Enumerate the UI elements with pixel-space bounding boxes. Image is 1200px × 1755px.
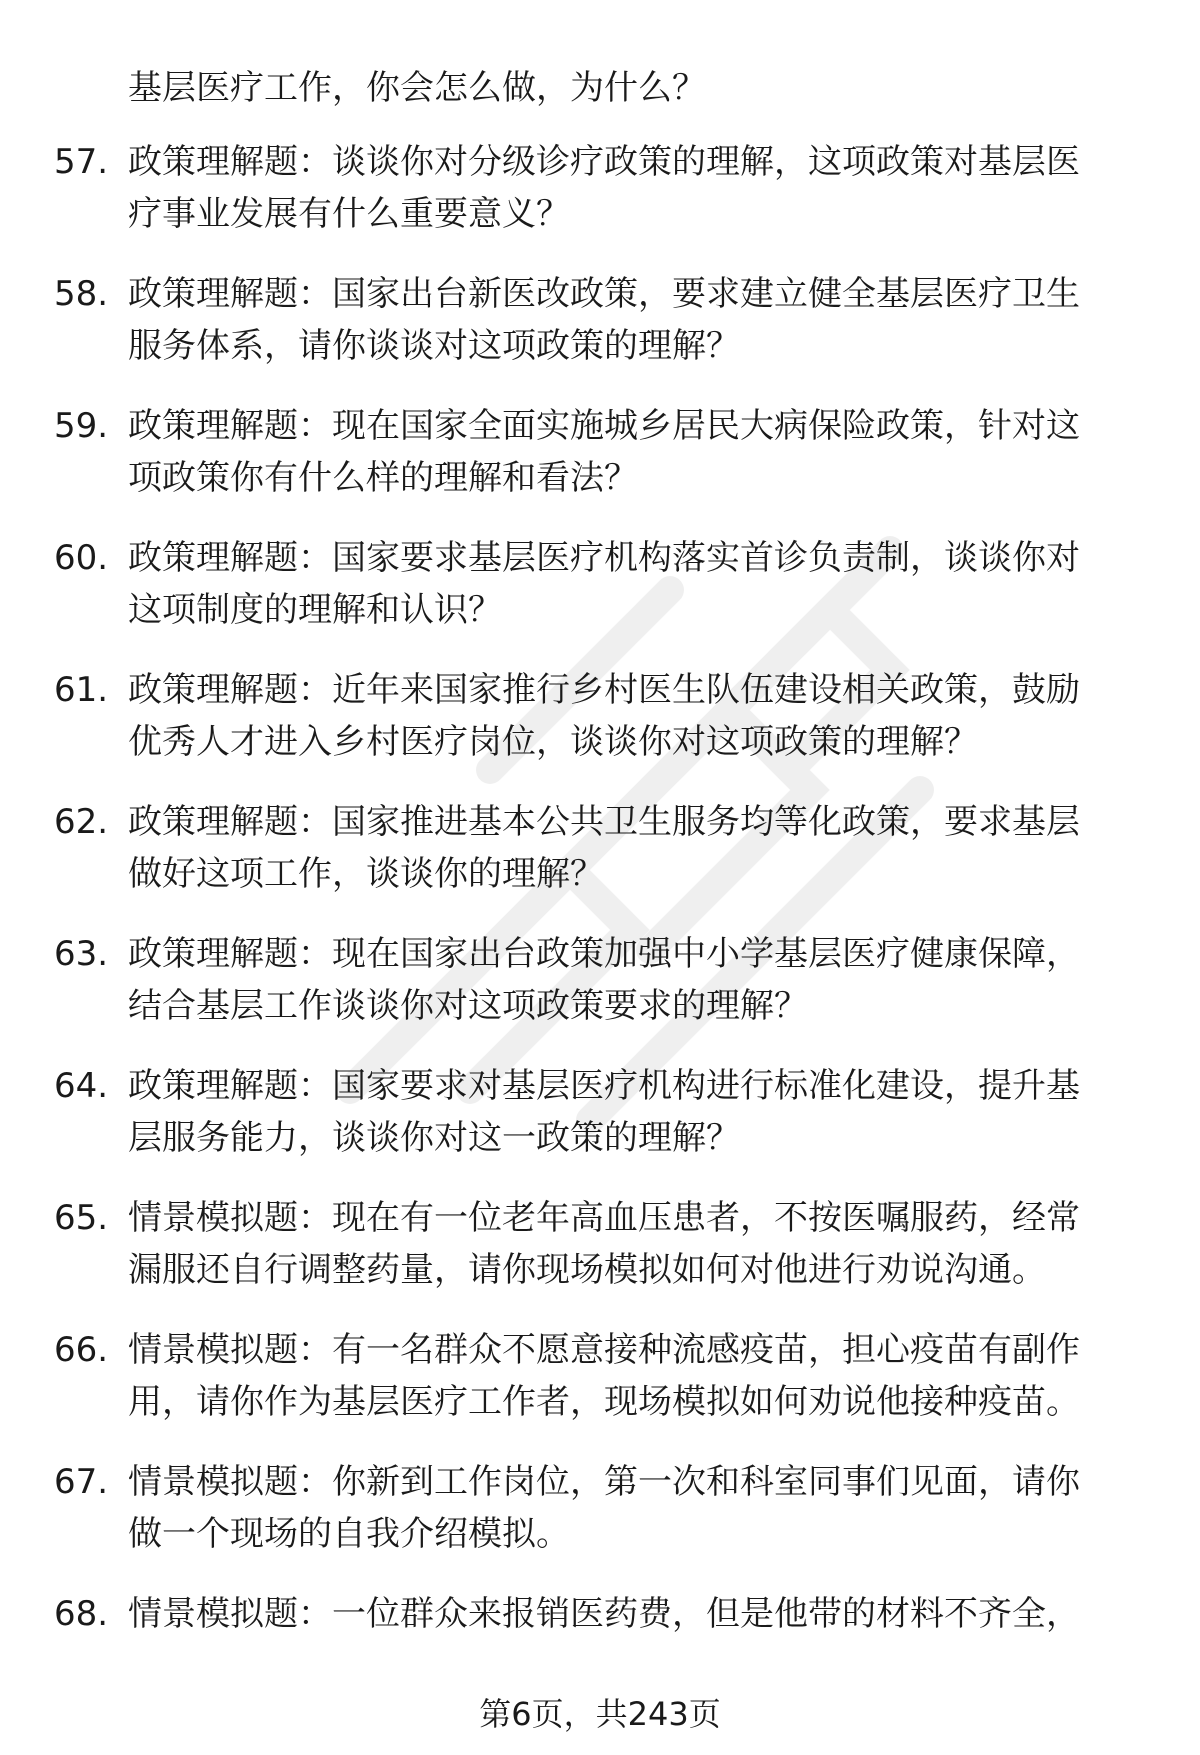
question-text-line-1: 情景模拟题：现在有一位老年高血压患者，不按医嘱服药，经常 (128, 1198, 1080, 1238)
question-text-line-1: 情景模拟题：你新到工作岗位，第一次和科室同事们见面，请你 (128, 1462, 1080, 1502)
question-number: 58. (54, 274, 109, 314)
question-number: 60. (54, 538, 109, 578)
question-text-line-1: 政策理解题：近年来国家推行乡村医生队伍建设相关政策，鼓励 (128, 670, 1080, 710)
question-text-line-2: 用，请你作为基层医疗工作者，现场模拟如何劝说他接种疫苗。 (128, 1382, 1080, 1422)
question-text-line-1: 政策理解题：谈谈你对分级诊疗政策的理解，这项政策对基层医 (128, 142, 1080, 182)
question-number: 67. (54, 1462, 109, 1502)
question-number: 61. (54, 670, 109, 710)
question-text-line-2: 项政策你有什么样的理解和看法？ (128, 458, 638, 498)
question-text-line-1: 政策理解题：国家要求对基层医疗机构进行标准化建设，提升基 (128, 1066, 1080, 1106)
question-item (0, 1324, 1200, 1456)
question-text-line-1: 情景模拟题：一位群众来报销医药费，但是他带的材料不齐全， (128, 1594, 1080, 1634)
question-text-line-2: 漏服还自行调整药量，请你现场模拟如何对他进行劝说沟通。 (128, 1250, 1046, 1290)
question-item (0, 1060, 1200, 1192)
question-text-line-2: 服务体系，请你谈谈对这项政策的理解？ (128, 326, 740, 366)
question-number: 57. (54, 142, 109, 182)
question-list (0, 136, 1200, 1720)
question-text-line-2: 优秀人才进入乡村医疗岗位，谈谈你对这项政策的理解？ (128, 722, 978, 762)
question-text-line-1: 政策理解题：现在国家全面实施城乡居民大病保险政策，针对这 (128, 406, 1080, 446)
question-number: 64. (54, 1066, 109, 1106)
question-number: 59. (54, 406, 109, 446)
question-item (0, 136, 1200, 268)
question-text-line-2: 结合基层工作谈谈你对这项政策要求的理解？ (128, 986, 808, 1026)
question-text-line-2: 疗事业发展有什么重要意义？ (128, 194, 570, 234)
question-item (0, 268, 1200, 400)
question-text-line-1: 情景模拟题：有一名群众不愿意接种流感疫苗，担心疫苗有副作 (128, 1330, 1080, 1370)
question-number: 68. (54, 1594, 109, 1634)
question-text-line-1: 政策理解题：国家要求基层医疗机构落实首诊负责制，谈谈你对 (128, 538, 1080, 578)
question-number: 65. (54, 1198, 109, 1238)
question-text-line-1: 政策理解题：国家出台新医改政策，要求建立健全基层医疗卫生 (128, 274, 1080, 314)
question-item (0, 1456, 1200, 1588)
question-number: 63. (54, 934, 109, 974)
question-item (0, 400, 1200, 532)
question-item (0, 532, 1200, 664)
page-number-footer: 第6页，共243页 (479, 1695, 721, 1733)
question-item (0, 664, 1200, 796)
continued-question-text: 基层医疗工作，你会怎么做，为什么？ (128, 68, 706, 108)
question-item (0, 1192, 1200, 1324)
question-text-line-2: 这项制度的理解和认识？ (128, 590, 502, 630)
question-text-line-2: 做好这项工作，谈谈你的理解？ (128, 854, 604, 894)
question-item (0, 796, 1200, 928)
question-text-line-2: 做一个现场的自我介绍模拟。 (128, 1514, 570, 1554)
question-item (0, 928, 1200, 1060)
question-number: 62. (54, 802, 109, 842)
question-text-line-2: 层服务能力，谈谈你对这一政策的理解？ (128, 1118, 740, 1158)
question-number: 66. (54, 1330, 109, 1370)
question-text-line-1: 政策理解题：国家推进基本公共卫生服务均等化政策，要求基层 (128, 802, 1080, 842)
question-text-line-1: 政策理解题：现在国家出台政策加强中小学基层医疗健康保障， (128, 934, 1080, 974)
